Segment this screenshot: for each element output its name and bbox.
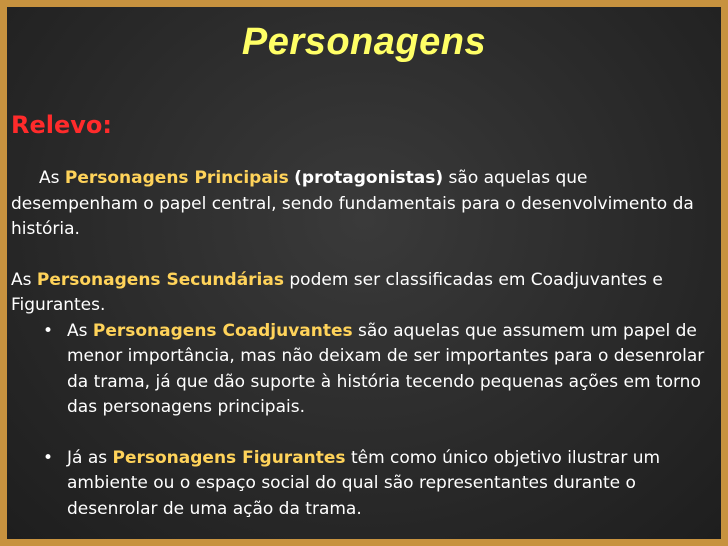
bullet-list xyxy=(11,319,717,523)
paragraph-principais xyxy=(11,166,717,243)
text: Já as xyxy=(67,447,113,468)
text: podem ser classificadas em Coadjuvantes e Figurantes. xyxy=(11,269,663,315)
spacer xyxy=(11,243,717,268)
highlight-coadjuvantes: Personagens Coadjuvantes xyxy=(92,320,353,341)
text: são aquelas que desempenham o papel central, sendo fundamentais para o desenvolvimento da história. xyxy=(11,168,694,239)
section-heading: Relevo: xyxy=(11,111,112,139)
paragraph-secundarias xyxy=(11,268,717,319)
text: As xyxy=(11,269,37,290)
text: As xyxy=(67,320,93,341)
list-item-coadjuvantes xyxy=(11,319,717,421)
bold-protagonistas: (protagonistas) xyxy=(294,168,444,188)
slide-body xyxy=(11,166,717,522)
highlight-secundarias: Personagens Secundárias xyxy=(36,269,284,290)
text: são aquelas que assumem um papel de menor importância, mas não deixam de ser importantes para o desenrolar da trama, já que dão suporte à história tecendo pequenas ações em torno das personagens principais. xyxy=(67,320,705,417)
spacer xyxy=(11,421,717,446)
list-item-figurantes xyxy=(11,446,717,523)
text: têm como único objetivo ilustrar um ambiente ou o espaço social do qual são representantes durante o desenrolar de uma ação da trama. xyxy=(67,447,661,519)
text: As xyxy=(39,168,65,188)
indent xyxy=(11,168,39,188)
highlight-principais: Personagens Principais xyxy=(64,168,289,188)
highlight-figurantes: Personagens Figurantes xyxy=(112,447,346,468)
slide-title: Personagens xyxy=(241,21,487,63)
